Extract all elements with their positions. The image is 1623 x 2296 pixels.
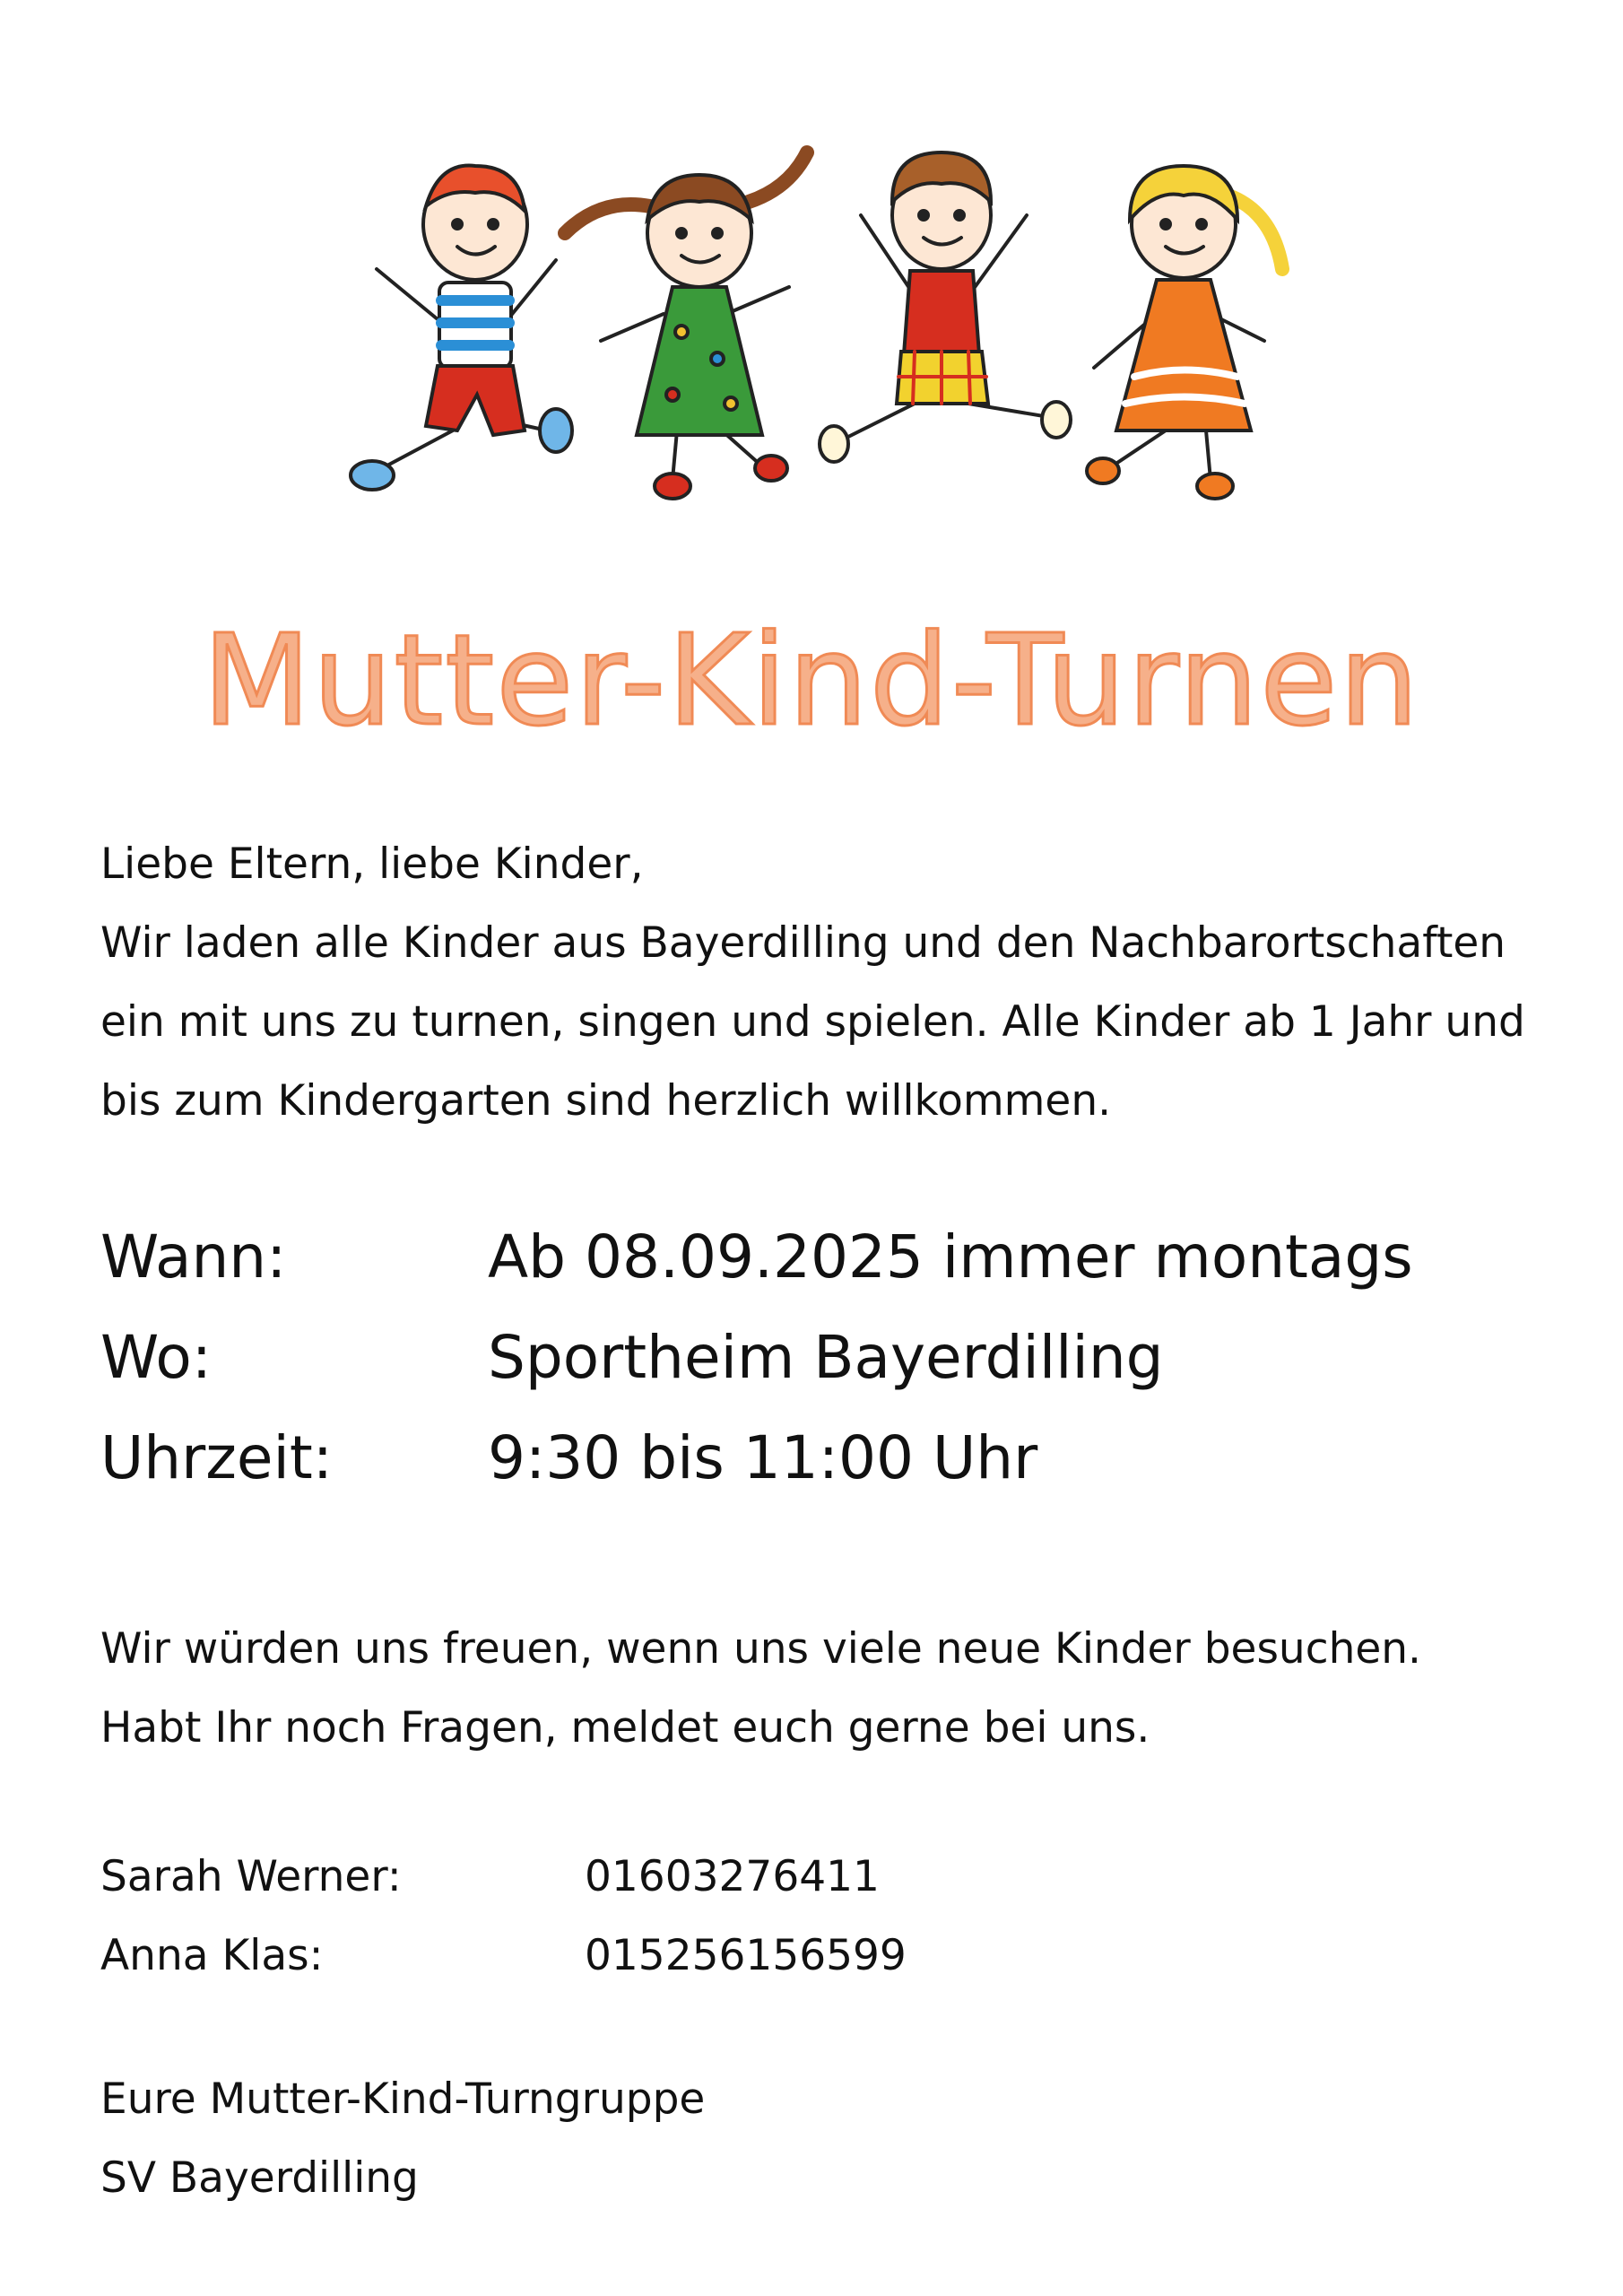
contact-phone: 015256156599 [585, 1930, 907, 1980]
kid-green-dress-icon [565, 152, 807, 499]
kid-orange-dress-icon [1087, 166, 1282, 499]
closing-line: Habt Ihr noch Fragen, meldet euch gerne bei uns. [100, 1703, 1150, 1752]
contact-name: Sarah Werner: [100, 1851, 402, 1901]
detail-value: 9:30 bis 11:00 Uhr [488, 1422, 1038, 1492]
contact-row [100, 1916, 1176, 1995]
intro-line: bis zum Kindergarten sind herzlich willkommen. [100, 1076, 1112, 1126]
detail-label: Wann: [100, 1222, 287, 1292]
event-details [100, 1206, 1535, 1508]
intro-line: Wir laden alle Kinder aus Bayerdilling und den Nachbarortschaften [100, 918, 1506, 968]
detail-row-when [100, 1206, 1535, 1307]
flyer-title: Mutter-Kind-Turnen [202, 608, 1421, 754]
contact-name: Anna Klas: [100, 1930, 324, 1980]
signature-line: Eure Mutter-Kind-Turngruppe [100, 2074, 706, 2124]
kid-striped-shirt-icon [351, 166, 572, 490]
closing-line: Wir würden uns freuen, wenn uns viele neue Kinder besuchen. [100, 1624, 1421, 1674]
greeting-line: Liebe Eltern, liebe Kinder, [100, 839, 644, 889]
jumping-kids-illustration [323, 135, 1309, 511]
detail-label: Wo: [100, 1322, 213, 1392]
signature-block [100, 2060, 1176, 2218]
signature-line: SV Bayerdilling [100, 2153, 419, 2203]
detail-label: Uhrzeit: [100, 1422, 333, 1492]
detail-row-where [100, 1307, 1535, 1407]
contact-list [100, 1837, 1176, 1995]
detail-value: Sportheim Bayerdilling [488, 1322, 1164, 1392]
detail-value: Ab 08.09.2025 immer montags [488, 1222, 1413, 1292]
contact-phone: 01603276411 [585, 1851, 880, 1901]
kid-checkered-shorts-icon [820, 152, 1071, 462]
detail-row-time [100, 1407, 1535, 1508]
contact-row [100, 1837, 1176, 1916]
closing-paragraph [100, 1610, 1535, 1768]
intro-line: ein mit uns zu turnen, singen und spielen. Alle Kinder ab 1 Jahr und [100, 997, 1525, 1047]
intro-paragraph [100, 825, 1535, 1141]
